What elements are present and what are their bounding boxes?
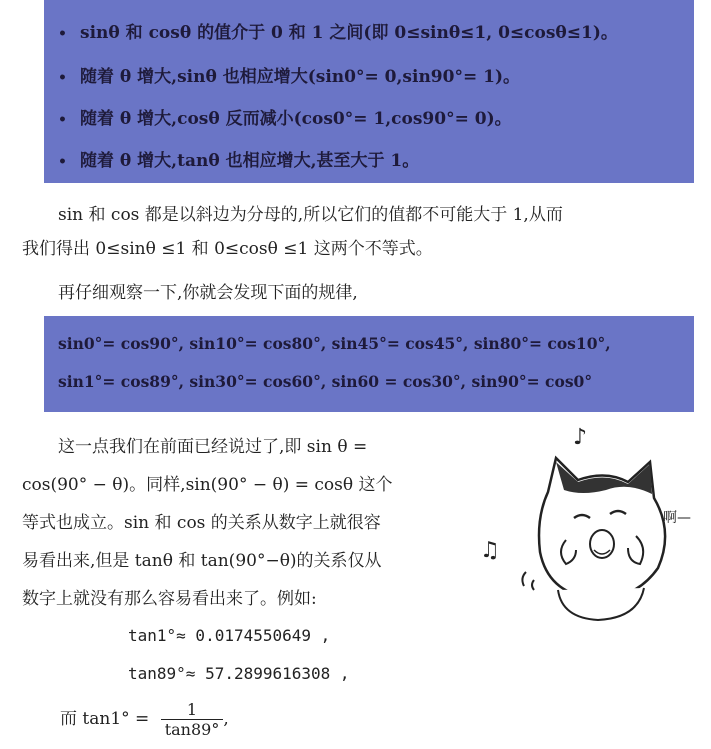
fraction bbox=[161, 700, 224, 739]
identity-row: sin0°= cos90°, sin10°= cos80°, sin45°= cos45°, sin80°= cos10°, bbox=[58, 334, 611, 353]
property-item: • sinθ 和 cosθ 的值介于 0 和 1 之间(即 0≤sinθ≤1, 0≤cosθ≤1)。 bbox=[58, 23, 618, 43]
fraction-numerator: 1 bbox=[186, 700, 198, 719]
paragraph-line: cos(90° − θ)。同样,sin(90° − θ) = cosθ 这个 bbox=[22, 475, 393, 495]
fraction-equation bbox=[60, 700, 229, 739]
equation-prefix: 而 tan1° = bbox=[60, 709, 150, 729]
property-item: • 随着 θ 增大,tanθ 也相应增大,甚至大于 1。 bbox=[58, 151, 420, 171]
properties-box bbox=[44, 0, 694, 183]
property-item: • 随着 θ 增大,sinθ 也相应增大(sin0°= 0,sin90°= 1)。 bbox=[58, 67, 520, 87]
equation-suffix: , bbox=[223, 709, 229, 729]
paragraph-line: 再仔细观察一下,你就会发现下面的规律, bbox=[58, 283, 358, 303]
example-tan1: tan1°≈ 0.0174550649 , bbox=[128, 626, 331, 645]
bullet-icon: • bbox=[58, 112, 67, 128]
bullet-icon: • bbox=[58, 154, 67, 170]
paragraph-line: sin 和 cos 都是以斜边为分母的,所以它们的值都不可能大于 1,从而 bbox=[58, 205, 563, 225]
fraction-denominator: tan89° bbox=[161, 719, 224, 739]
paragraph-line: 我们得出 0≤sinθ ≤1 和 0≤cosθ ≤1 这两个不等式。 bbox=[22, 239, 433, 259]
bullet-icon: • bbox=[58, 70, 67, 86]
bullet-icon: • bbox=[58, 26, 67, 42]
identities-box bbox=[44, 316, 694, 412]
paragraph-line: 这一点我们在前面已经说过了,即 sin θ = bbox=[58, 437, 368, 457]
paragraph-line: 易看出来,但是 tanθ 和 tan(90°−θ)的关系仅从 bbox=[22, 551, 382, 571]
paragraph-line: 数字上就没有那么容易看出来了。例如: bbox=[22, 589, 317, 609]
svg-text:♫: ♫ bbox=[480, 538, 500, 563]
example-tan89: tan89°≈ 57.2899616308 , bbox=[128, 664, 350, 683]
shout-text: 啊— bbox=[663, 510, 691, 526]
paragraph-line: 等式也成立。sin 和 cos 的关系从数字上就很容 bbox=[22, 513, 381, 533]
svg-text:♪: ♪ bbox=[573, 425, 588, 450]
identity-row: sin1°= cos89°, sin30°= cos60°, sin60 = cos30°, sin90°= cos0° bbox=[58, 372, 593, 391]
property-item: • 随着 θ 增大,cosθ 反而减小(cos0°= 1,cos90°= 0)。 bbox=[58, 109, 512, 129]
